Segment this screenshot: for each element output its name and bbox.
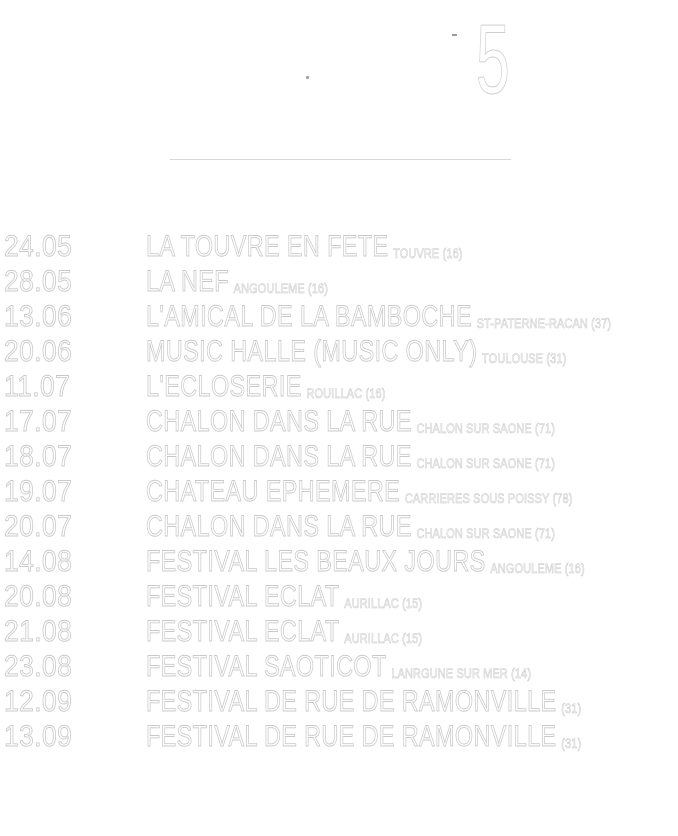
event-venue: L'AMICAL DE LA BAMBOCHE <box>146 300 472 333</box>
event-place: AURILLAC (15) <box>344 595 423 611</box>
event-venue: FESTIVAL SAOTICOT <box>146 650 387 683</box>
event-place: ST-PATERNE-RACAN (37) <box>476 315 612 331</box>
event-place: (31) <box>561 700 582 716</box>
event-place: AURILLAC (15) <box>344 630 423 646</box>
list-item <box>0 475 678 509</box>
event-place: TOULOUSE (31) <box>482 350 567 366</box>
list-item <box>0 370 678 404</box>
event-venue: CHALON DANS LA RUE <box>146 510 412 543</box>
event-place: ROUILLAC (16) <box>306 385 386 401</box>
list-item <box>0 510 678 544</box>
list-item <box>0 335 678 369</box>
list-item <box>0 650 678 684</box>
list-item <box>0 230 678 264</box>
event-date: 12.09 <box>4 685 73 718</box>
event-place: CHALON SUR SAONE (71) <box>416 455 556 471</box>
event-date: 19.07 <box>4 475 73 508</box>
event-venue: FESTIVAL DE RUE DE RAMONVILLE <box>146 685 557 718</box>
event-place: CHALON SUR SAONE (71) <box>416 420 556 436</box>
event-date: 23.08 <box>4 650 73 683</box>
event-place: ANGOULEME (16) <box>490 560 585 576</box>
list-item <box>0 405 678 439</box>
event-date: 14.08 <box>4 545 73 578</box>
event-date: 18.07 <box>4 440 73 473</box>
event-date: 24.05 <box>4 230 73 263</box>
event-date: 20.06 <box>4 335 73 368</box>
event-place: ANGOULEME (16) <box>233 280 329 296</box>
event-place: (31) <box>561 735 582 751</box>
event-venue: CHALON DANS LA RUE <box>146 405 412 438</box>
event-venue: L'ECLOSERIE <box>146 370 302 403</box>
event-venue: FESTIVAL ECLAT <box>146 615 340 648</box>
event-venue: FESTIVAL LES BEAUX JOURS <box>146 545 486 578</box>
event-venue: FESTIVAL DE RUE DE RAMONVILLE <box>146 720 557 753</box>
event-venue: MUSIC HALLE (MUSIC ONLY) <box>146 335 478 368</box>
event-date: 21.08 <box>4 615 73 648</box>
event-place: CHALON SUR SAONE (71) <box>416 525 556 541</box>
list-item <box>0 300 678 334</box>
event-date: 13.06 <box>4 300 73 333</box>
event-date: 11.07 <box>4 370 71 403</box>
event-place: CARRIERES SOUS POISSY (78) <box>404 490 573 506</box>
event-date: 13.09 <box>4 720 73 753</box>
list-item <box>0 580 678 614</box>
list-item <box>0 685 678 719</box>
event-date: 20.07 <box>4 510 73 543</box>
title-digit: 5 <box>476 4 510 114</box>
list-item <box>0 440 678 474</box>
event-date: 28.05 <box>4 265 73 298</box>
event-place: TOUVRE (16) <box>393 245 463 261</box>
event-place: LANRGUNE SUR MER (14) <box>391 665 532 681</box>
event-venue: CHATEAU EPHEMERE <box>146 475 401 508</box>
event-venue: FESTIVAL ECLAT <box>146 580 340 613</box>
event-date: 20.08 <box>4 580 73 613</box>
event-venue: LA NEF <box>146 265 229 298</box>
list-item <box>0 615 678 649</box>
event-venue: CHALON DANS LA RUE <box>146 440 412 473</box>
list-item <box>0 545 678 579</box>
event-venue: LA TOUVRE EN FETE <box>146 230 389 263</box>
event-date: 17.07 <box>4 405 73 438</box>
list-item <box>0 720 678 754</box>
list-item <box>0 265 678 299</box>
